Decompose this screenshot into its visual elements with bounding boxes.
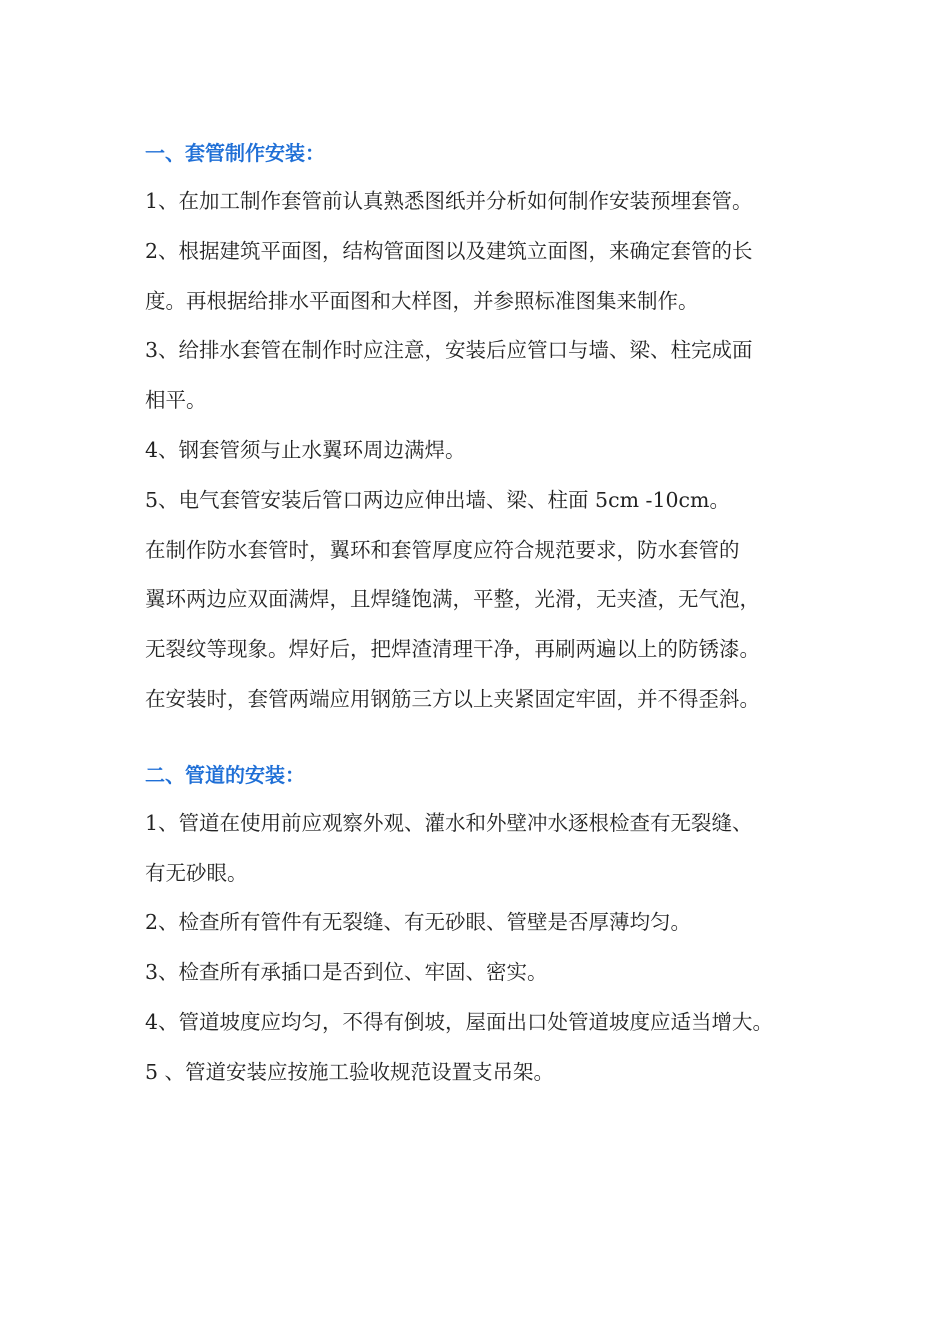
section-2-line-6: 5 、管道安装应按施工验收规范设置支吊架。 <box>145 1060 555 1084</box>
section-1-line-4: 3、给排水套管在制作时应注意，安装后应管口与墙、梁、柱完成面 <box>145 338 753 362</box>
section-1-line-1: 1、在加工制作套管前认真熟悉图纸并分析如何制作安装预埋套管。 <box>145 189 753 213</box>
section-2-line-5: 4、管道坡度应均匀，不得有倒坡，屋面出口处管道坡度应适当增大。 <box>145 1010 774 1034</box>
section-2-heading: 二、管道的安装： <box>145 763 305 787</box>
section-1-line-11: 在安装时，套管两端应用钢筋三方以上夹紧固定牢固，并不得歪斜。 <box>145 687 760 711</box>
section-1-line-8: 在制作防水套管时，翼环和套管厚度应符合规范要求，防水套管的 <box>145 538 740 562</box>
section-1-line-9: 翼环两边应双面满焊，且焊缝饱满，平整，光滑，无夹渣，无气泡， <box>145 587 760 611</box>
section-2-line-2: 有无砂眼。 <box>145 861 248 885</box>
section-2-line-4: 3、检查所有承插口是否到位、牢固、密实。 <box>145 960 548 984</box>
section-1-line-6: 4、钢套管须与止水翼环周边满焊。 <box>145 438 466 462</box>
section-1-line-7: 5、电气套管安装后管口两边应伸出墙、梁、柱面 5cm -10cm。 <box>145 488 730 512</box>
section-2-line-3: 2、检查所有管件有无裂缝、有无砂眼、管壁是否厚薄均匀。 <box>145 910 692 934</box>
section-1-heading: 一、套管制作安装： <box>145 141 325 165</box>
section-1-line-10: 无裂纹等现象。焊好后，把焊渣清理干净，再刷两遍以上的防锈漆。 <box>145 637 760 661</box>
section-1-line-5: 相平。 <box>145 388 207 412</box>
section-2-line-1: 1、管道在使用前应观察外观、灌水和外壁冲水逐根检查有无裂缝、 <box>145 811 753 835</box>
section-1-line-3: 度。再根据给排水平面图和大样图，并参照标准图集来制作。 <box>145 289 699 313</box>
section-1-line-2: 2、根据建筑平面图，结构管面图以及建筑立面图，来确定套管的长 <box>145 239 753 263</box>
